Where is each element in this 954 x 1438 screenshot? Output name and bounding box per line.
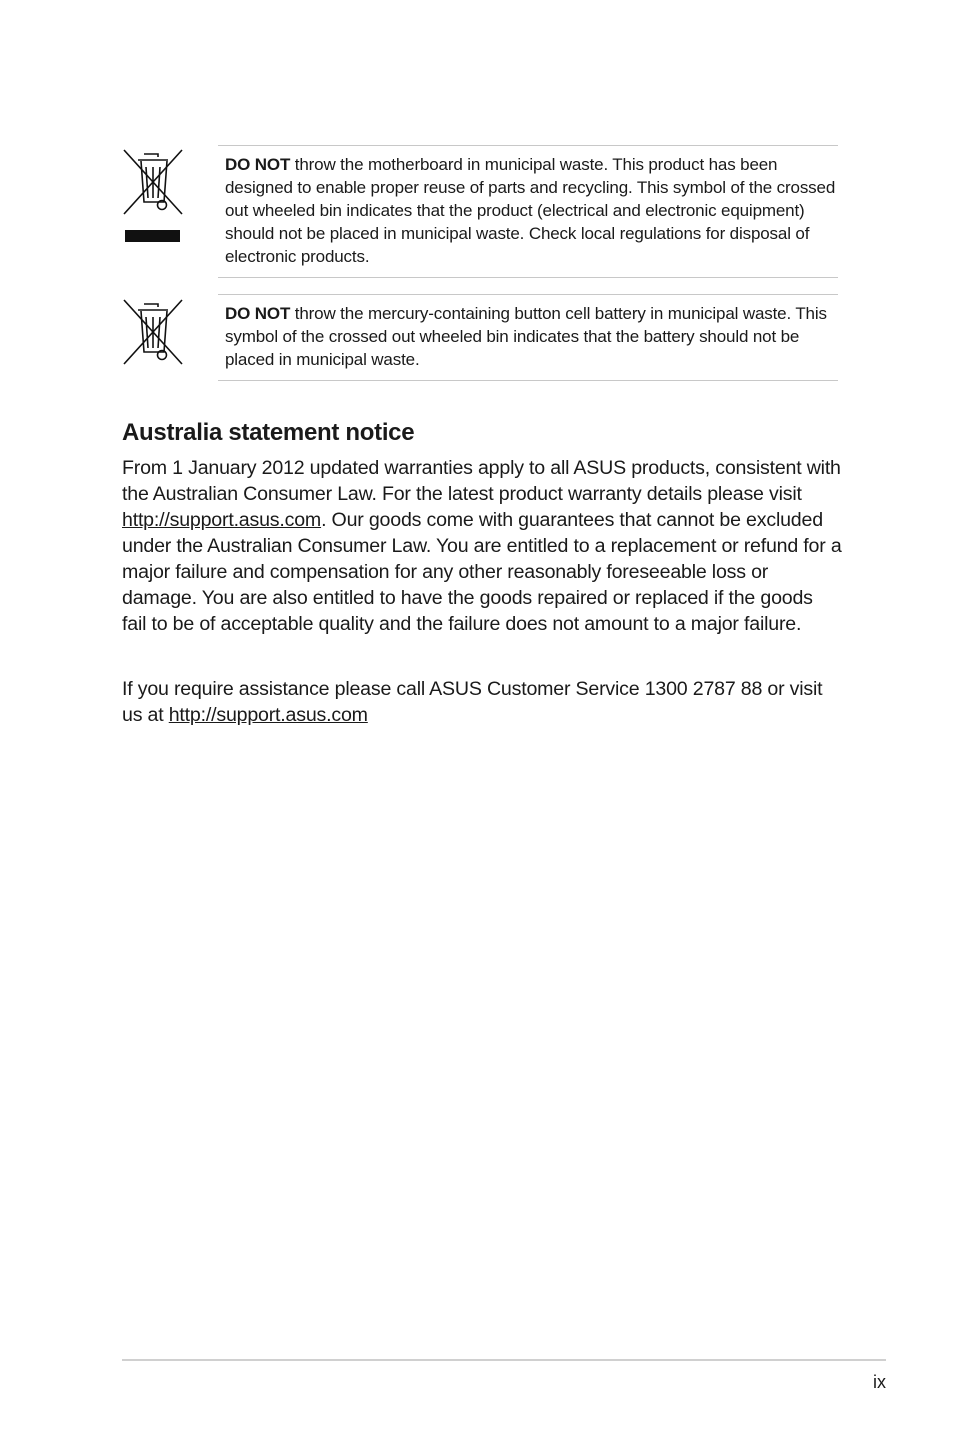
section-heading: Australia statement notice	[122, 419, 415, 446]
notice-emphasis: DO NOT	[225, 304, 291, 323]
crossed-out-wheeled-bin-icon	[122, 298, 184, 368]
crossed-out-wheeled-bin-icon	[122, 148, 184, 218]
support-link[interactable]: http://support.asus.com	[168, 704, 368, 726]
notice-emphasis: DO NOT	[225, 155, 291, 174]
footer-divider	[122, 1359, 886, 1361]
notice-battery-disposal	[218, 294, 838, 381]
page-number: ix	[873, 1372, 886, 1392]
paragraph-text: . Our goods come with guarantees that cannot be excluded under the Australian Consumer Law. You are entitled to a replacement or refund for a major failure and compensation for any other reasonably foreseeable loss or damage. You are also entitled to have the goods repaired or replaced if the goods fail to be of acceptable quality and the failure does not amount to a major failure.	[122, 509, 842, 635]
australia-paragraph-1	[122, 455, 842, 637]
notice-text: throw the mercury-containing button cell battery in municipal waste. This symbol of the crossed out wheeled bin indicates that the battery should not be placed in municipal waste.	[225, 304, 827, 369]
australia-paragraph-2	[122, 676, 842, 728]
notice-motherboard-disposal	[218, 145, 838, 278]
support-link[interactable]: http://support.asus.com	[122, 509, 322, 531]
paragraph-text: From 1 January 2012 updated warranties apply to all ASUS products, consistent with the Australian Consumer Law. For the latest product warranty details please visit	[122, 457, 841, 505]
bin-underline-bar	[125, 230, 180, 242]
paragraph-text: If you require assistance please call ASUS Customer Service 1300 2787 88 or visit us at	[122, 678, 823, 726]
notice-text: throw the motherboard in municipal waste. This product has been designed to enable proper reuse of parts and recycling. This symbol of the crossed out wheeled bin indicates that the product (electrical and electronic equipment) should not be placed in municipal waste. Check local regulations for disposal of electronic products.	[225, 155, 836, 266]
